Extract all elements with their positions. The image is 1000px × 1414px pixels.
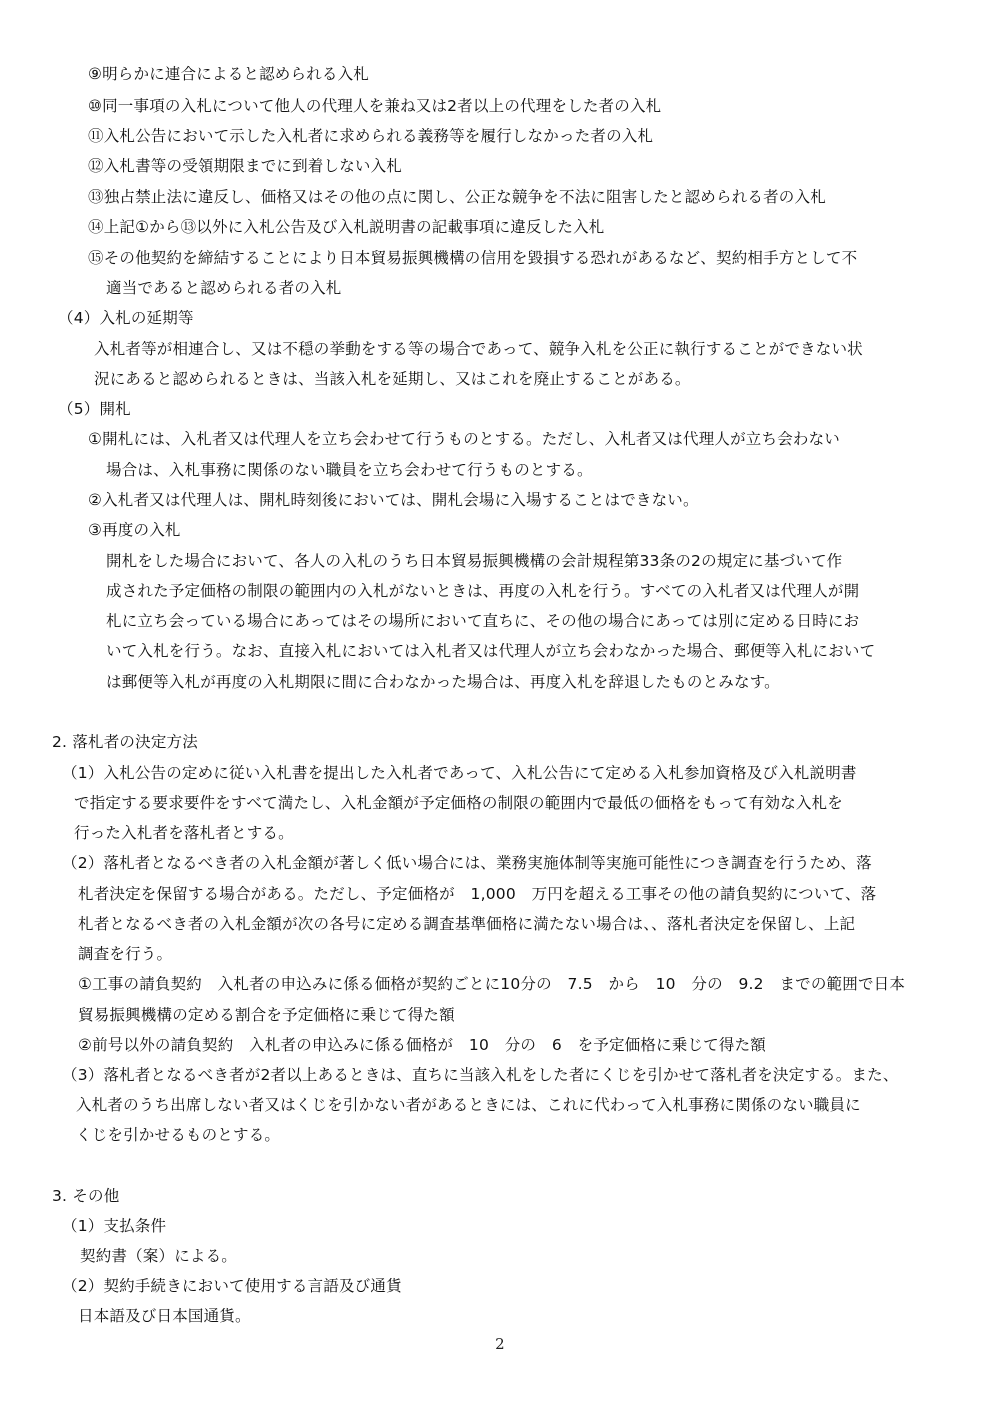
text-line: （3）落札者となるべき者が2者以上あるときは、直ちに当該入札をした者にくじを引かせて落札者を決定する。また、 bbox=[62, 1066, 899, 1084]
text-line: 札に立ち会っている場合にあってはその場所において直ちに、その他の場合にあっては別に定める日時にお bbox=[106, 612, 860, 630]
text-line: 調査を行う。 bbox=[78, 945, 173, 963]
text-line: ⑫入札書等の受領期限までに到着しない入札 bbox=[88, 157, 403, 175]
text-line: いて入札を行う。なお、直接入札においては入札者又は代理人が立ち会わなかった場合、郵便等入札において bbox=[106, 642, 876, 660]
text-line: ⑨明らかに連合によると認められる入札 bbox=[88, 65, 369, 83]
text-line: 開札をした場合において、各人の入札のうち日本貿易振興機構の会計規程第33条の2の規定に基づいて作 bbox=[106, 552, 843, 570]
text-line: ①開札には、入札者又は代理人を立ち会わせて行うものとする。ただし、入札者又は代理人が立ち会わない bbox=[88, 430, 840, 448]
text-line: ⑮その他契約を締結することにより日本貿易振興機構の信用を毀損する恐れがあるなど、契約相手方として不 bbox=[88, 249, 858, 267]
text-line: 成された予定価格の制限の範囲内の入札がないときは、再度の入札を行う。すべての入札者又は代理人が開 bbox=[106, 582, 860, 600]
text-line: 札者となるべき者の入札金額が次の各号に定める調査基準価格に満たない場合は、、落札者決定を保留し、上記 bbox=[78, 915, 856, 933]
text-line: は郵便等入札が再度の入札期限に間に合わなかった場合は、再度入札を辞退したものとみなす。 bbox=[106, 673, 780, 691]
text-line: ⑬独占禁止法に違反し、価格又はその他の点に関し、公正な競争を不法に阻害したと認められる者の入札 bbox=[88, 188, 826, 206]
section-heading: （5）開札 bbox=[58, 400, 131, 418]
text-line: 況にあると認められるときは、当該入札を延期し、又はこれを廃止することがある。 bbox=[94, 370, 691, 388]
text-line: 適当であると認められる者の入札 bbox=[106, 279, 342, 297]
text-line: ⑭上記①から⑬以外に入札公告及び入札説明書の記載事項に違反した入札 bbox=[88, 218, 605, 236]
text-line: ②前号以外の請負契約 入札者の申込みに係る価格が 10 分の 6 を予定価格に乗じて得た額 bbox=[78, 1036, 766, 1054]
text-line: 入札者等が相連合し、又は不穏の挙動をする等の場合であって、競争入札を公正に執行することができない状 bbox=[94, 340, 863, 358]
text-line: ①工事の請負契約 入札者の申込みに係る価格が契約ごとに10分の 7.5 から 10 分の 9.2 までの範囲で日本 bbox=[78, 975, 906, 993]
section-heading: （2）契約手続きにおいて使用する言語及び通貨 bbox=[62, 1277, 402, 1295]
text-line: 札者決定を保留する場合がある。ただし、予定価格が 1,000 万円を超える工事その他の請負契約について、落 bbox=[78, 885, 877, 903]
section-heading: （1）支払条件 bbox=[62, 1217, 167, 1235]
text-line: （2）落札者となるべき者の入札金額が著しく低い場合には、業務実施体制等実施可能性につき調査を行うため、落 bbox=[62, 854, 872, 872]
section-heading: 2. 落札者の決定方法 bbox=[52, 733, 198, 751]
text-line: くじを引かせるものとする。 bbox=[76, 1126, 281, 1144]
text-line: 日本語及び日本国通貨。 bbox=[78, 1307, 251, 1325]
text-line: ②入札者又は代理人は、開札時刻後においては、開札会場に入場することはできない。 bbox=[88, 491, 699, 509]
text-line: で指定する要求要件をすべて満たし、入札金額が予定価格の制限の範囲内で最低の価格をもって有効な入札を bbox=[74, 794, 843, 812]
text-line: ⑪入札公告において示した入札者に求められる義務等を履行しなかった者の入札 bbox=[88, 127, 654, 145]
text-line: 行った入札者を落札者とする。 bbox=[74, 824, 294, 842]
text-line: ③再度の入札 bbox=[88, 521, 181, 539]
section-heading: （4）入札の延期等 bbox=[58, 309, 194, 327]
text-line: 場合は、入札事務に関係のない職員を立ち会わせて行うものとする。 bbox=[106, 461, 593, 479]
page-number: 2 bbox=[495, 1335, 505, 1353]
text-line: ⑩同一事項の入札について他人の代理人を兼ね又は2者以上の代理をした者の入札 bbox=[88, 97, 662, 115]
text-line: （1）入札公告の定めに従い入札書を提出した入札者であって、入札公告にて定める入札参加資格及び入札説明書 bbox=[62, 764, 857, 782]
text-line: 入札者のうち出席しない者又はくじを引かない者があるときには、これに代わって入札事務に関係のない職員に bbox=[76, 1096, 861, 1114]
text-line: 契約書（案）による。 bbox=[80, 1247, 238, 1265]
section-heading: 3. その他 bbox=[52, 1187, 120, 1205]
text-line: 貿易振興機構の定める割合を予定価格に乗じて得た額 bbox=[78, 1006, 455, 1024]
